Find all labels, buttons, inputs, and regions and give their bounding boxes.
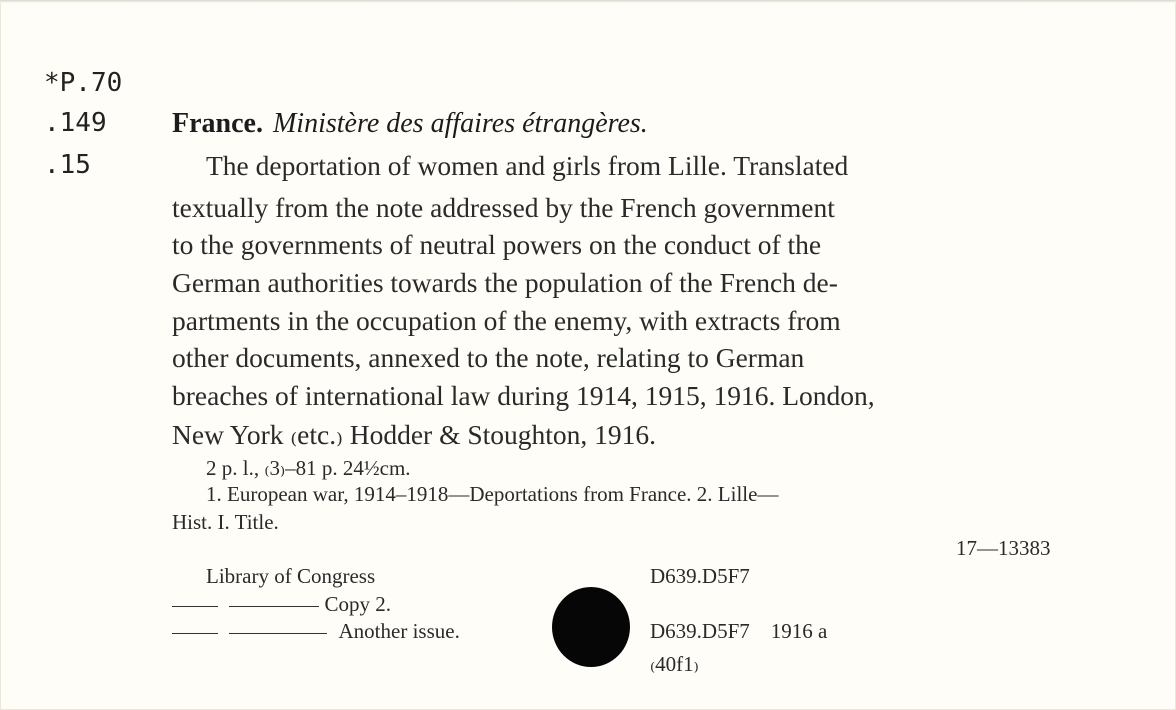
- lc-class-number-2: D639.D5F7 1916 a: [650, 619, 828, 643]
- card-punch-hole: [552, 587, 630, 667]
- dash: [229, 633, 327, 634]
- title-line: New York ₍etc.₎ Hodder & Stoughton, 1916.: [172, 419, 657, 450]
- call-number-line-2: .149: [44, 108, 107, 138]
- library-name: Library of Congress: [206, 564, 376, 588]
- call-number-line-3: .15: [44, 150, 91, 180]
- copy-line: [172, 592, 391, 617]
- heading-body: Ministère des affaires étrangères.: [272, 108, 648, 139]
- subjects-line-1: 1. European war, 1914–1918—Deportations from France. 2. Lille—: [206, 482, 779, 506]
- main-entry-heading: [172, 108, 648, 140]
- dash: [172, 606, 218, 607]
- title-line: to the governments of neutral powers on the conduct of the: [172, 229, 822, 260]
- card-number: 17—13383: [956, 536, 1051, 560]
- printer-code: ₍40f1₎: [650, 652, 699, 676]
- another-issue-line: [172, 619, 460, 644]
- title-line: other documents, annexed to the note, relating to German: [172, 342, 805, 373]
- title-line: German authorities towards the population of the French de-: [172, 267, 838, 298]
- dash: [172, 633, 218, 634]
- another-issue-label: Another issue.: [338, 619, 460, 643]
- title-line: breaches of international law during 1914, 1915, 1916. London,: [172, 380, 875, 411]
- subjects-line-2: Hist. I. Title.: [172, 510, 279, 534]
- lc-class-number-1: D639.D5F7: [650, 564, 750, 588]
- title-line: The deportation of women and girls from Lille. Translated: [206, 150, 849, 181]
- heading-author: France.: [172, 108, 263, 139]
- title-line: partments in the occupation of the enemy, with extracts from: [172, 305, 841, 336]
- card-top-edge: [0, 0, 1176, 3]
- copy-label: Copy 2.: [324, 592, 392, 616]
- title-line: textually from the note addressed by the French government: [172, 192, 835, 223]
- collation: 2 p. l., ₍3₎–81 p. 24½cm.: [206, 456, 411, 480]
- dash: [229, 606, 319, 607]
- call-number-line-1: *P.70: [44, 68, 123, 98]
